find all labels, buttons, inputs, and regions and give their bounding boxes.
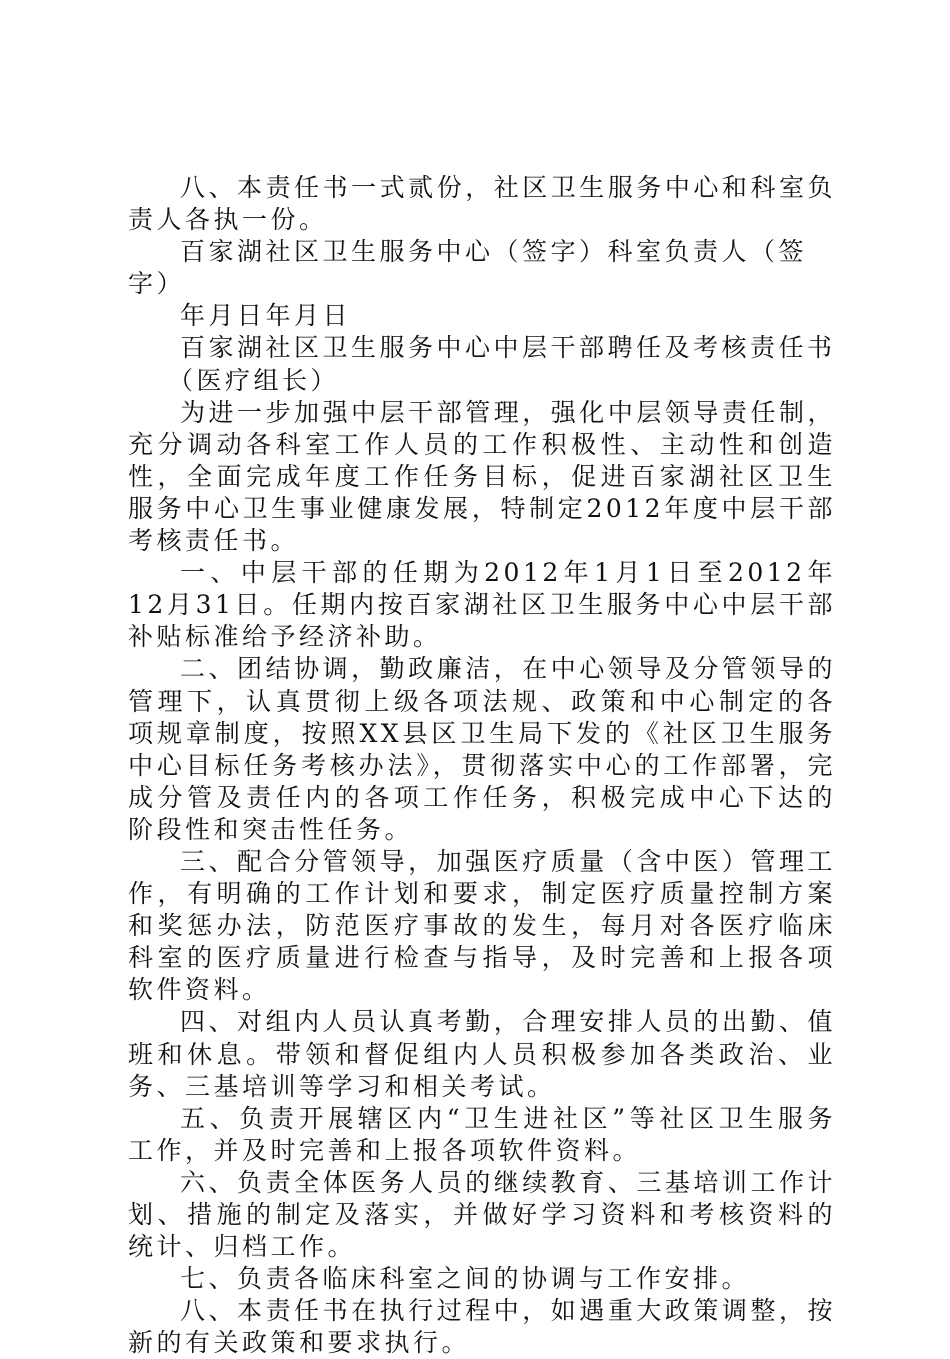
clause-4: 四、对组内人员认真考勤，合理安排人员的出勤、值班和休息。带领和督促组内人员积极参加各类政治、业务、三基培训等学习和相关考试。 [128,1007,836,1101]
clause-3: 三、配合分管领导，加强医疗质量（含中医）管理工作，有明确的工作计划和要求，制定医疗质量控制方案和奖惩办法，防范医疗事故的发生，每月对各医疗临床科室的医疗质量进行检查与指导，及时完善和上报各项软件资料。 [128,846,836,1005]
clause-2: 二、团结协调，勤政廉洁，在中心领导及分管领导的管理下，认真贯彻上级各项法规、政策和中心制定的各项规章制度，按照XX县区卫生局下发的《社区卫生服务中心目标任务考核办法》，贯彻落实中心的工作部署，完成分管及责任内的各项工作任务，积极完成中心下达的阶段性和突击性任务。 [128,654,836,844]
intro-paragraph: 为进一步加强中层干部管理，强化中层领导责任制，充分调动各科室工作人员的工作积极性、主动性和创造性，全面完成年度工作任务目标，促进百家湖社区卫生服务中心卫生事业健康发展，特制定2012年度中层干部考核责任书。 [128,397,836,556]
clause-copies: 八、本责任书一式贰份，社区卫生服务中心和科室负责人各执一份。 [128,173,836,235]
document-subtitle: （医疗组长） [168,365,340,395]
date-line: 年月日年月日 [180,301,352,331]
clause-8: 八、本责任书在执行过程中，如遇重大政策调整，按新的有关政策和要求执行。 [128,1296,836,1358]
clause-7: 七、负责各临床科室之间的协调与工作安排。 [180,1264,751,1294]
clause-5: 五、负责开展辖区内“卫生进社区”等社区卫生服务工作，并及时完善和上报各项软件资料。 [128,1103,836,1165]
signature-line: 百家湖社区卫生服务中心（签字）科室负责人（签字） [128,237,808,299]
document-title: 百家湖社区卫生服务中心中层干部聘任及考核责任书 [180,333,836,363]
clause-1: 一、中层干部的任期为2012年1月1日至2012年12月31日。任期内按百家湖社区卫生服务中心中层干部补贴标准给予经济补助。 [128,558,836,652]
clause-6: 六、负责全体医务人员的继续教育、三基培训工作计划、措施的制定及落实，并做好学习资料和考核资料的统计、归档工作。 [128,1167,836,1262]
document-body [128,172,836,1359]
